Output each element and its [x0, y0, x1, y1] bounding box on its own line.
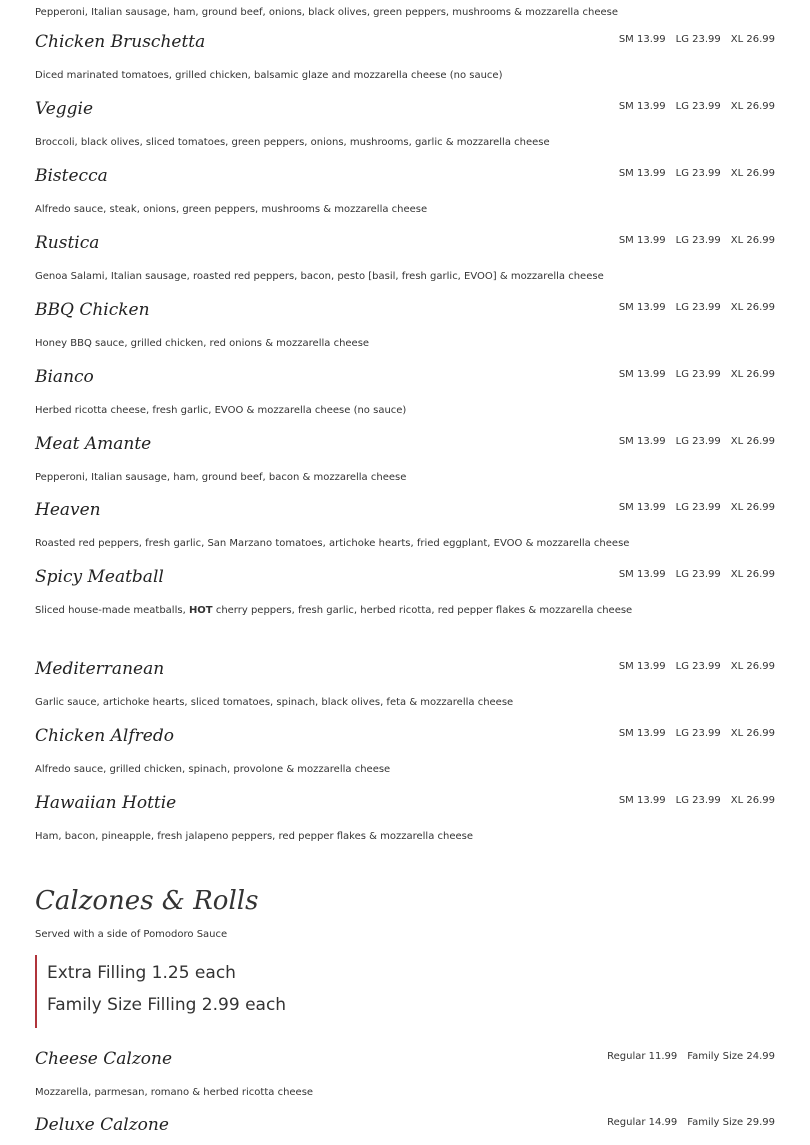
- item-name: Deluxe Calzone: [35, 1115, 169, 1135]
- item-name: Veggie: [35, 99, 94, 119]
- price-xl: XL 26.99: [730, 34, 775, 45]
- top-description: Pepperoni, Italian sausage, ham, ground beef, onions, black olives, green peppers, mushrooms & mozzarella cheese: [35, 7, 619, 18]
- menu-item-cheese-calzone: [35, 1049, 775, 1109]
- item-name: Heaven: [35, 500, 101, 520]
- price-sm: SM 13.99: [618, 302, 666, 313]
- item-prices: [609, 795, 775, 806]
- price-lg: LG 23.99: [675, 101, 721, 112]
- price-lg: LG 23.99: [675, 795, 721, 806]
- item-description: Broccoli, black olives, sliced tomatoes, green peppers, onions, mushrooms, garlic & mozzarella cheese: [35, 137, 550, 148]
- section-subtitle: Served with a side of Pomodoro Sauce: [35, 929, 228, 940]
- item-description: Genoa Salami, Italian sausage, roasted red peppers, bacon, pesto [basil, fresh garlic, EVOO] & mozzarella cheese: [35, 271, 604, 282]
- price-xl: XL 26.99: [730, 302, 775, 313]
- price-sm: SM 13.99: [618, 235, 666, 246]
- price-lg: LG 23.99: [675, 302, 721, 313]
- price-sm: SM 13.99: [618, 34, 666, 45]
- price-lg: LG 23.99: [675, 34, 721, 45]
- item-prices: [609, 235, 775, 246]
- item-description: Honey BBQ sauce, grilled chicken, red onions & mozzarella cheese: [35, 338, 370, 349]
- item-prices: [609, 302, 775, 313]
- price-sm: SM 13.99: [618, 101, 666, 112]
- menu-item-chicken-bruschetta: [35, 32, 775, 92]
- price-lg: LG 23.99: [675, 235, 721, 246]
- item-description: Mozzarella, parmesan, romano & herbed ricotta cheese: [35, 1087, 314, 1098]
- item-description: Alfredo sauce, steak, onions, green peppers, mushrooms & mozzarella cheese: [35, 204, 428, 215]
- item-prices: [609, 369, 775, 380]
- price-xl: XL 26.99: [730, 502, 775, 513]
- item-prices: [609, 168, 775, 179]
- menu-item-mediterranean: [35, 659, 775, 719]
- item-name: Chicken Alfredo: [35, 726, 174, 746]
- menu-item-heaven: [35, 500, 775, 560]
- item-name: Bistecca: [35, 166, 108, 186]
- price-sm: SM 13.99: [618, 569, 666, 580]
- menu-item-chicken-alfredo: [35, 726, 775, 786]
- menu-item-veggie: [35, 99, 775, 159]
- price-xl: XL 26.99: [730, 569, 775, 580]
- price-lg: LG 23.99: [675, 569, 721, 580]
- item-name: Spicy Meatball: [35, 567, 164, 587]
- item-prices: [609, 101, 775, 112]
- item-description: Diced marinated tomatoes, grilled chicken, balsamic glaze and mozzarella cheese (no sauce): [35, 70, 503, 81]
- item-description: Alfredo sauce, grilled chicken, spinach, provolone & mozzarella cheese: [35, 764, 391, 775]
- hot-label: HOT: [188, 605, 213, 616]
- menu-item-bianco: [35, 367, 775, 427]
- price-lg: LG 23.99: [675, 661, 721, 672]
- item-description: [35, 605, 632, 616]
- item-description: Garlic sauce, artichoke hearts, sliced tomatoes, spinach, black olives, feta & mozzarella cheese: [35, 697, 514, 708]
- price-xl: XL 26.99: [730, 661, 775, 672]
- price-sm: SM 13.99: [618, 795, 666, 806]
- menu-item-bbq-chicken: [35, 300, 775, 360]
- price-regular: Regular 14.99: [607, 1117, 678, 1128]
- item-description: Ham, bacon, pineapple, fresh jalapeno peppers, red pepper flakes & mozzarella cheese: [35, 831, 474, 842]
- item-name: Rustica: [35, 233, 100, 253]
- item-name: Cheese Calzone: [35, 1049, 173, 1069]
- menu-item-bistecca: [35, 166, 775, 226]
- item-prices: [609, 661, 775, 672]
- price-sm: SM 13.99: [618, 502, 666, 513]
- price-xl: XL 26.99: [730, 235, 775, 246]
- price-lg: LG 23.99: [675, 502, 721, 513]
- price-xl: XL 26.99: [730, 369, 775, 380]
- price-lg: LG 23.99: [675, 369, 721, 380]
- price-lg: LG 23.99: [675, 728, 721, 739]
- item-name: Chicken Bruschetta: [35, 32, 206, 52]
- price-family: Family Size 29.99: [687, 1117, 775, 1128]
- item-name: BBQ Chicken: [35, 300, 150, 320]
- price-sm: SM 13.99: [618, 661, 666, 672]
- price-xl: XL 26.99: [730, 168, 775, 179]
- section-title-calzones: Calzones & Rolls: [35, 886, 259, 916]
- description-text: Sliced house-made meatballs,: [35, 605, 189, 616]
- price-xl: XL 26.99: [730, 436, 775, 447]
- item-prices: [609, 34, 775, 45]
- menu-item-meat-amante: [35, 434, 775, 494]
- price-xl: XL 26.99: [730, 795, 775, 806]
- family-filling-note: Family Size Filling 2.99 each: [47, 995, 287, 1015]
- item-description: Herbed ricotta cheese, fresh garlic, EVOO & mozzarella cheese (no sauce): [35, 405, 407, 416]
- price-sm: SM 13.99: [618, 168, 666, 179]
- price-lg: LG 23.99: [675, 436, 721, 447]
- item-prices: [597, 1117, 775, 1128]
- menu-item-hawaiian-hottie: [35, 793, 775, 853]
- price-lg: LG 23.99: [675, 168, 721, 179]
- description-text: cherry peppers, fresh garlic, herbed ricotta, red pepper flakes & mozzarella cheese: [212, 605, 633, 616]
- item-description: Roasted red peppers, fresh garlic, San Marzano tomatoes, artichoke hearts, fried eggplant, EVOO & mozzarella cheese: [35, 538, 630, 549]
- price-xl: XL 26.99: [730, 728, 775, 739]
- item-description: Pepperoni, Italian sausage, ham, ground beef, bacon & mozzarella cheese: [35, 472, 407, 483]
- price-regular: Regular 11.99: [607, 1051, 678, 1062]
- item-name: Bianco: [35, 367, 94, 387]
- item-prices: [609, 436, 775, 447]
- item-name: Meat Amante: [35, 434, 152, 454]
- extra-filling-note: Extra Filling 1.25 each: [47, 963, 236, 983]
- item-name: Mediterranean: [35, 659, 165, 679]
- menu-item-deluxe-calzone: [35, 1115, 775, 1143]
- price-sm: SM 13.99: [618, 728, 666, 739]
- item-name: Hawaiian Hottie: [35, 793, 177, 813]
- item-prices: [609, 502, 775, 513]
- menu-item-spicy-meatball: [35, 567, 775, 627]
- price-family: Family Size 24.99: [687, 1051, 775, 1062]
- filling-note-box: [35, 955, 437, 1028]
- item-prices: [609, 728, 775, 739]
- price-xl: XL 26.99: [730, 101, 775, 112]
- menu-item-rustica: [35, 233, 775, 293]
- price-sm: SM 13.99: [618, 369, 666, 380]
- item-prices: [609, 569, 775, 580]
- item-prices: [597, 1051, 775, 1062]
- price-sm: SM 13.99: [618, 436, 666, 447]
